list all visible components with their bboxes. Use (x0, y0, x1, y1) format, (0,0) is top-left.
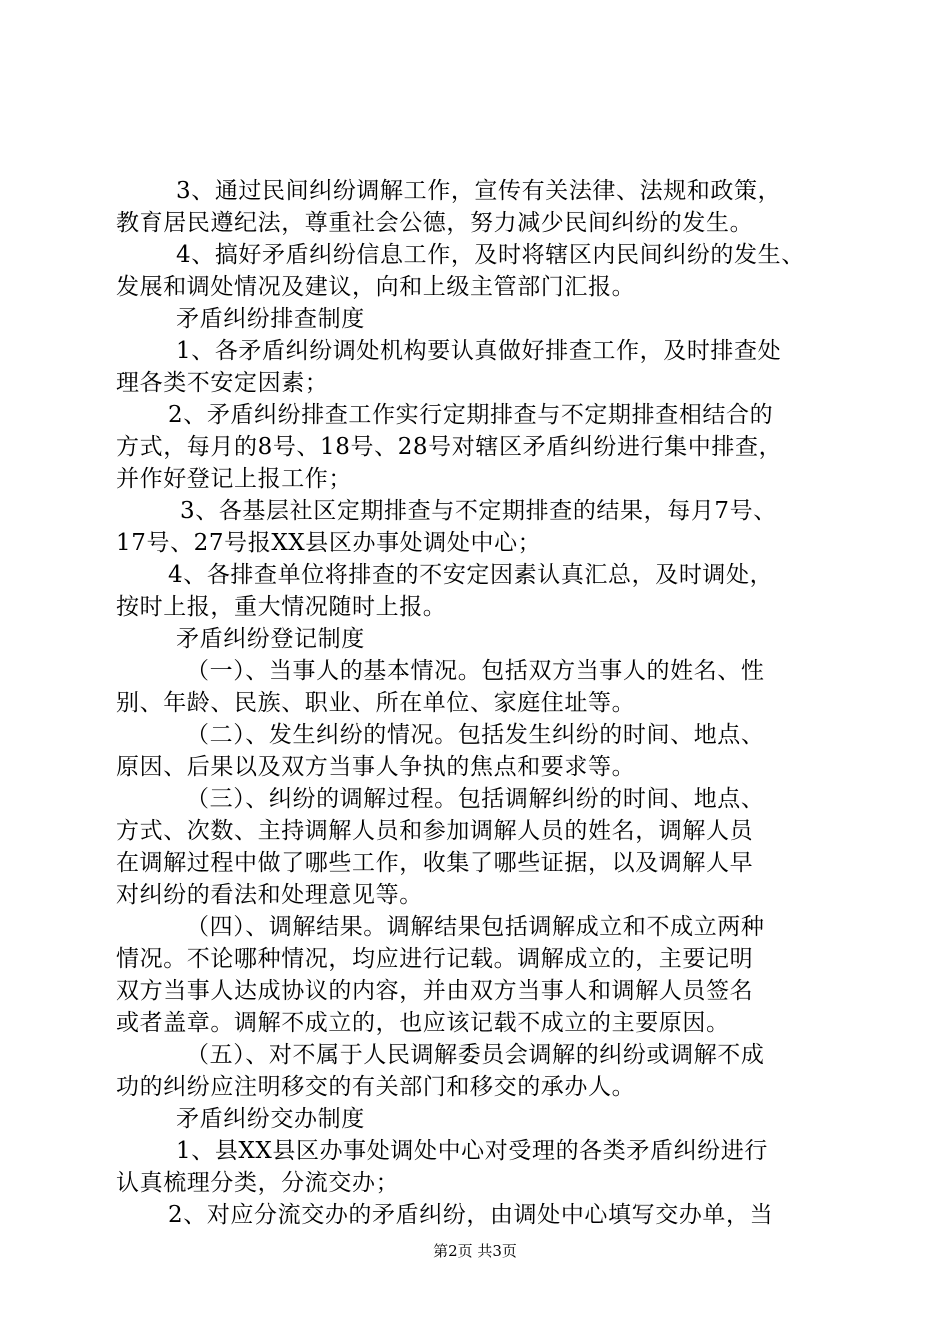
paragraph-line: （二）、发生纠纷的情况。包括发生纠纷的时间、地点、 (186, 722, 765, 748)
section-heading: 矛盾纠纷排查制度 (176, 306, 365, 332)
paragraph-line: （一）、当事人的基本情况。包括双方当事人的姓名、性 (186, 658, 765, 684)
section-heading: 矛盾纠纷登记制度 (176, 626, 365, 652)
paragraph-line: 3、各基层社区定期排查与不定期排查的结果，每月7号、 (180, 498, 777, 524)
paragraph-line: 并作好登记上报工作； (116, 466, 352, 492)
paragraph-line: （三）、纠纷的调解过程。包括调解纠纷的时间、地点、 (186, 786, 765, 812)
paragraph-line: 发展和调处情况及建议，向和上级主管部门汇报。 (116, 274, 636, 300)
paragraph-line: 情况。不论哪种情况，均应进行记载。调解成立的，主要记明 (116, 946, 754, 972)
paragraph-line: 2、对应分流交办的矛盾纠纷，由调处中心填写交办单，当 (168, 1202, 774, 1228)
paragraph-line: 对纠纷的看法和处理意见等。 (116, 882, 423, 908)
paragraph-line: 按时上报，重大情况随时上报。 (116, 594, 447, 620)
paragraph-line: 方式，每月的8号、18号、28号对辖区矛盾纠纷进行集中排查， (116, 434, 783, 460)
paragraph-line: 4、搞好矛盾纠纷信息工作，及时将辖区内民间纠纷的发生、 (176, 242, 805, 268)
paragraph-line: 理各类不安定因素； (116, 370, 329, 396)
paragraph-line: 别、年龄、民族、职业、所在单位、家庭住址等。 (116, 690, 636, 716)
section-heading: 矛盾纠纷交办制度 (176, 1106, 365, 1132)
paragraph-line: 双方当事人达成协议的内容，并由双方当事人和调解人员签名 (116, 978, 754, 1004)
page-number-footer: 第2页 共3页 (433, 1242, 517, 1260)
paragraph-line: 功的纠纷应注明移交的有关部门和移交的承办人。 (116, 1074, 636, 1100)
paragraph-line: （五）、对不属于人民调解委员会调解的纠纷或调解不成 (186, 1042, 765, 1068)
paragraph-line: 1、各矛盾纠纷调处机构要认真做好排查工作，及时排查处 (176, 338, 782, 364)
paragraph-line: 在调解过程中做了哪些工作，收集了哪些证据，以及调解人早 (116, 850, 754, 876)
document-body (116, 175, 836, 1231)
paragraph-line: 1、县XX县区办事处调处中心对受理的各类矛盾纠纷进行 (176, 1138, 768, 1164)
paragraph-line: 3、通过民间纠纷调解工作，宣传有关法律、法规和政策， (176, 178, 782, 204)
paragraph-line: 教育居民遵纪法，尊重社会公德，努力减少民间纠纷的发生。 (116, 210, 754, 236)
paragraph-line: 原因、后果以及双方当事人争执的焦点和要求等。 (116, 754, 636, 780)
paragraph-line: 或者盖章。调解不成立的，也应该记载不成立的主要原因。 (116, 1010, 730, 1036)
paragraph-line: 认真梳理分类，分流交办； (116, 1170, 400, 1196)
paragraph-line: （四）、调解结果。调解结果包括调解成立和不成立两种 (186, 914, 765, 940)
paragraph-line: 方式、次数、主持调解人员和参加调解人员的姓名，调解人员 (116, 818, 754, 844)
paragraph-line: 17号、27号报XX县区办事处调处中心； (116, 530, 542, 556)
paragraph-line: 2、矛盾纠纷排查工作实行定期排查与不定期排查相结合的 (168, 402, 774, 428)
paragraph-line: 4、各排查单位将排查的不安定因素认真汇总，及时调处， (168, 562, 774, 588)
